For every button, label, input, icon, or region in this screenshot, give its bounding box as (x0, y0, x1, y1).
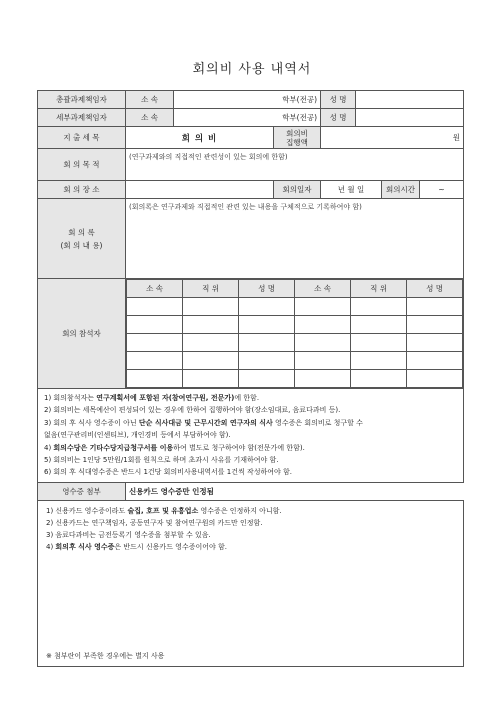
minutes-label (38, 199, 126, 279)
attendee-header: 소 속 (127, 280, 183, 298)
attendee-cell[interactable] (183, 352, 239, 370)
receipt-label: 영수증 첨부 (38, 482, 126, 500)
receipt-headline: 신용카드 영수증만 인정됨 (126, 482, 464, 500)
date-label: 회의일자 (274, 181, 321, 199)
exec-label-line2: 집행액 (286, 137, 308, 147)
note-line: 없음(연구관리비(인센티브), 개인경비 등에서 부담하여야 함). (44, 431, 231, 440)
expense-form (37, 90, 463, 667)
receipt-header-row (38, 482, 464, 500)
exec-amount-label (274, 127, 321, 149)
attendee-cell[interactable] (295, 370, 351, 388)
note-line: 4) 회의수당은 기타수당지급청구서를 이용하여 별도로 청구하여야 함(전문가에 한함). (44, 443, 305, 452)
attendee-row (127, 370, 463, 388)
receipt-rule: 2) 신용카드는 연구책임자, 공동연구자 및 참여연구원의 카드만 인정함. (46, 519, 263, 528)
notes-block (38, 389, 464, 483)
attendee-cell[interactable] (407, 334, 463, 352)
page-title: 회의비 사용 내역서 (192, 62, 312, 77)
attendee-cell[interactable] (183, 298, 239, 316)
attendee-row (127, 316, 463, 334)
attendees-label: 회의 참석자 (38, 279, 126, 389)
attendee-header: 성 명 (407, 280, 463, 298)
attendee-header: 직 위 (183, 280, 239, 298)
attendee-cell[interactable] (351, 352, 407, 370)
attendee-cell[interactable] (407, 298, 463, 316)
sub-name-label: 성 명 (321, 109, 356, 127)
attendee-cell[interactable] (239, 316, 295, 334)
note-line: 1) 회의참석자는 연구계획서에 포함된 자(참여연구원, 전문가)에 한함. (44, 394, 260, 402)
note-line: 6) 회의 후 식대영수증은 반드시 1건당 회의비사용내역서를 1건씩 작성하여야 함. (44, 468, 292, 477)
attendee-cell[interactable] (295, 316, 351, 334)
attendee-cell[interactable] (239, 298, 295, 316)
attendee-cell[interactable] (295, 334, 351, 352)
attendee-row (127, 352, 463, 370)
attendee-cell[interactable] (127, 316, 183, 334)
place-row (38, 181, 464, 199)
note-line: 2) 회의비는 세목예산이 편성되어 있는 경우에 한하여 집행하여야 함(장소임대료, 음료다과비 등). (44, 406, 341, 415)
attendee-cell[interactable] (127, 352, 183, 370)
purpose-note: (연구과제와의 직접적인 관련성이 있는 회의에 한함) (129, 153, 288, 161)
attendee-cell[interactable] (127, 298, 183, 316)
minutes-note: (회의록은 연구과제와 직접적인 관련 있는 내용을 구체적으로 기록하여야 함) (129, 203, 362, 211)
attendee-cell[interactable] (407, 352, 463, 370)
attendee-header: 소 속 (295, 280, 351, 298)
sub-name-field[interactable] (356, 109, 464, 127)
attendee-cell[interactable] (183, 370, 239, 388)
attendee-header: 직 위 (351, 280, 407, 298)
place-label: 회 의 장 소 (38, 181, 126, 199)
note-line: 5) 회의비는 1인당 5만원/1회를 원칙으로 하며 초과시 사유를 기재하여야 함. (44, 456, 279, 465)
attendee-cell[interactable] (239, 352, 295, 370)
attendee-cell[interactable] (351, 370, 407, 388)
sub-dept-field[interactable]: 학부(전공) (174, 109, 321, 127)
time-label: 회의시간 (382, 181, 420, 199)
minutes-field[interactable] (126, 199, 464, 279)
attendee-cell[interactable] (351, 298, 407, 316)
sub-affil-label: 소 속 (126, 109, 174, 127)
chief-dept-field[interactable]: 학부(전공) (174, 91, 321, 109)
minutes-label-line2: (회 의 내 용) (60, 240, 103, 250)
exec-label-line1: 회의비 (286, 128, 308, 138)
sub-label: 세부과제책임자 (38, 109, 126, 127)
minutes-row (38, 199, 464, 279)
chief-name-field[interactable] (356, 91, 464, 109)
attendees-table-cell (126, 279, 464, 389)
minutes-label-line1: 회 의 록 (68, 227, 95, 237)
exec-amount-field[interactable] (321, 127, 464, 149)
time-field[interactable]: ~ (420, 181, 464, 199)
attendees-table (126, 279, 463, 388)
receipt-rule: 1) 신용카드 영수증이라도 술집, 호프 및 유흥업소 영수증은 인정하지 아니함. (46, 506, 282, 515)
attendee-cell[interactable] (239, 370, 295, 388)
attendee-cell[interactable] (183, 334, 239, 352)
place-field[interactable] (126, 181, 274, 199)
attendee-cell[interactable] (295, 352, 351, 370)
attendee-row (127, 298, 463, 316)
attendee-cell[interactable] (183, 316, 239, 334)
chief-row (38, 91, 464, 109)
receipt-footnote: ※ 첨부란이 부족한 경우에는 별지 사용 (46, 651, 165, 660)
expense-row (38, 127, 464, 149)
purpose-label: 회 의 목 적 (38, 149, 126, 181)
attendee-cell[interactable] (127, 370, 183, 388)
attendee-cell[interactable] (127, 334, 183, 352)
attendee-header: 성 명 (239, 280, 295, 298)
chief-label: 총괄과제책임자 (38, 91, 126, 109)
receipt-rule: 4) 회의후 식사 영수증은 반드시 신용카드 영수증이어야 함. (46, 543, 227, 552)
sub-row (38, 109, 464, 127)
attendee-cell[interactable] (295, 298, 351, 316)
notes-row (38, 389, 464, 483)
expense-label: 지 출 세 목 (38, 127, 126, 149)
receipt-body-row (38, 500, 464, 666)
attendee-cell[interactable] (239, 334, 295, 352)
receipt-rule: 3) 음료다과비는 금전등록기 영수증을 첨부할 수 있음. (46, 531, 211, 540)
won-unit: 원 (452, 133, 461, 142)
attendee-cell[interactable] (351, 334, 407, 352)
attendee-cell[interactable] (351, 316, 407, 334)
attendee-cell[interactable] (407, 370, 463, 388)
chief-name-label: 성 명 (321, 91, 356, 109)
purpose-field[interactable] (126, 149, 464, 181)
purpose-row (38, 149, 464, 181)
attendee-cell[interactable] (407, 316, 463, 334)
expense-value: 회 의 비 (126, 127, 274, 149)
receipt-attach-area[interactable] (38, 500, 464, 666)
note-line: 3) 회의 후 식사 영수증이 아닌 단순 식사대금 및 근무시간외 연구자의 식사 영수증은 회의비로 청구할 수 (44, 418, 363, 427)
attendees-header-row (127, 280, 463, 298)
date-field[interactable]: 년 월 일 (321, 181, 382, 199)
attendees-row (38, 279, 464, 389)
chief-affil-label: 소 속 (126, 91, 174, 109)
attendee-row (127, 334, 463, 352)
